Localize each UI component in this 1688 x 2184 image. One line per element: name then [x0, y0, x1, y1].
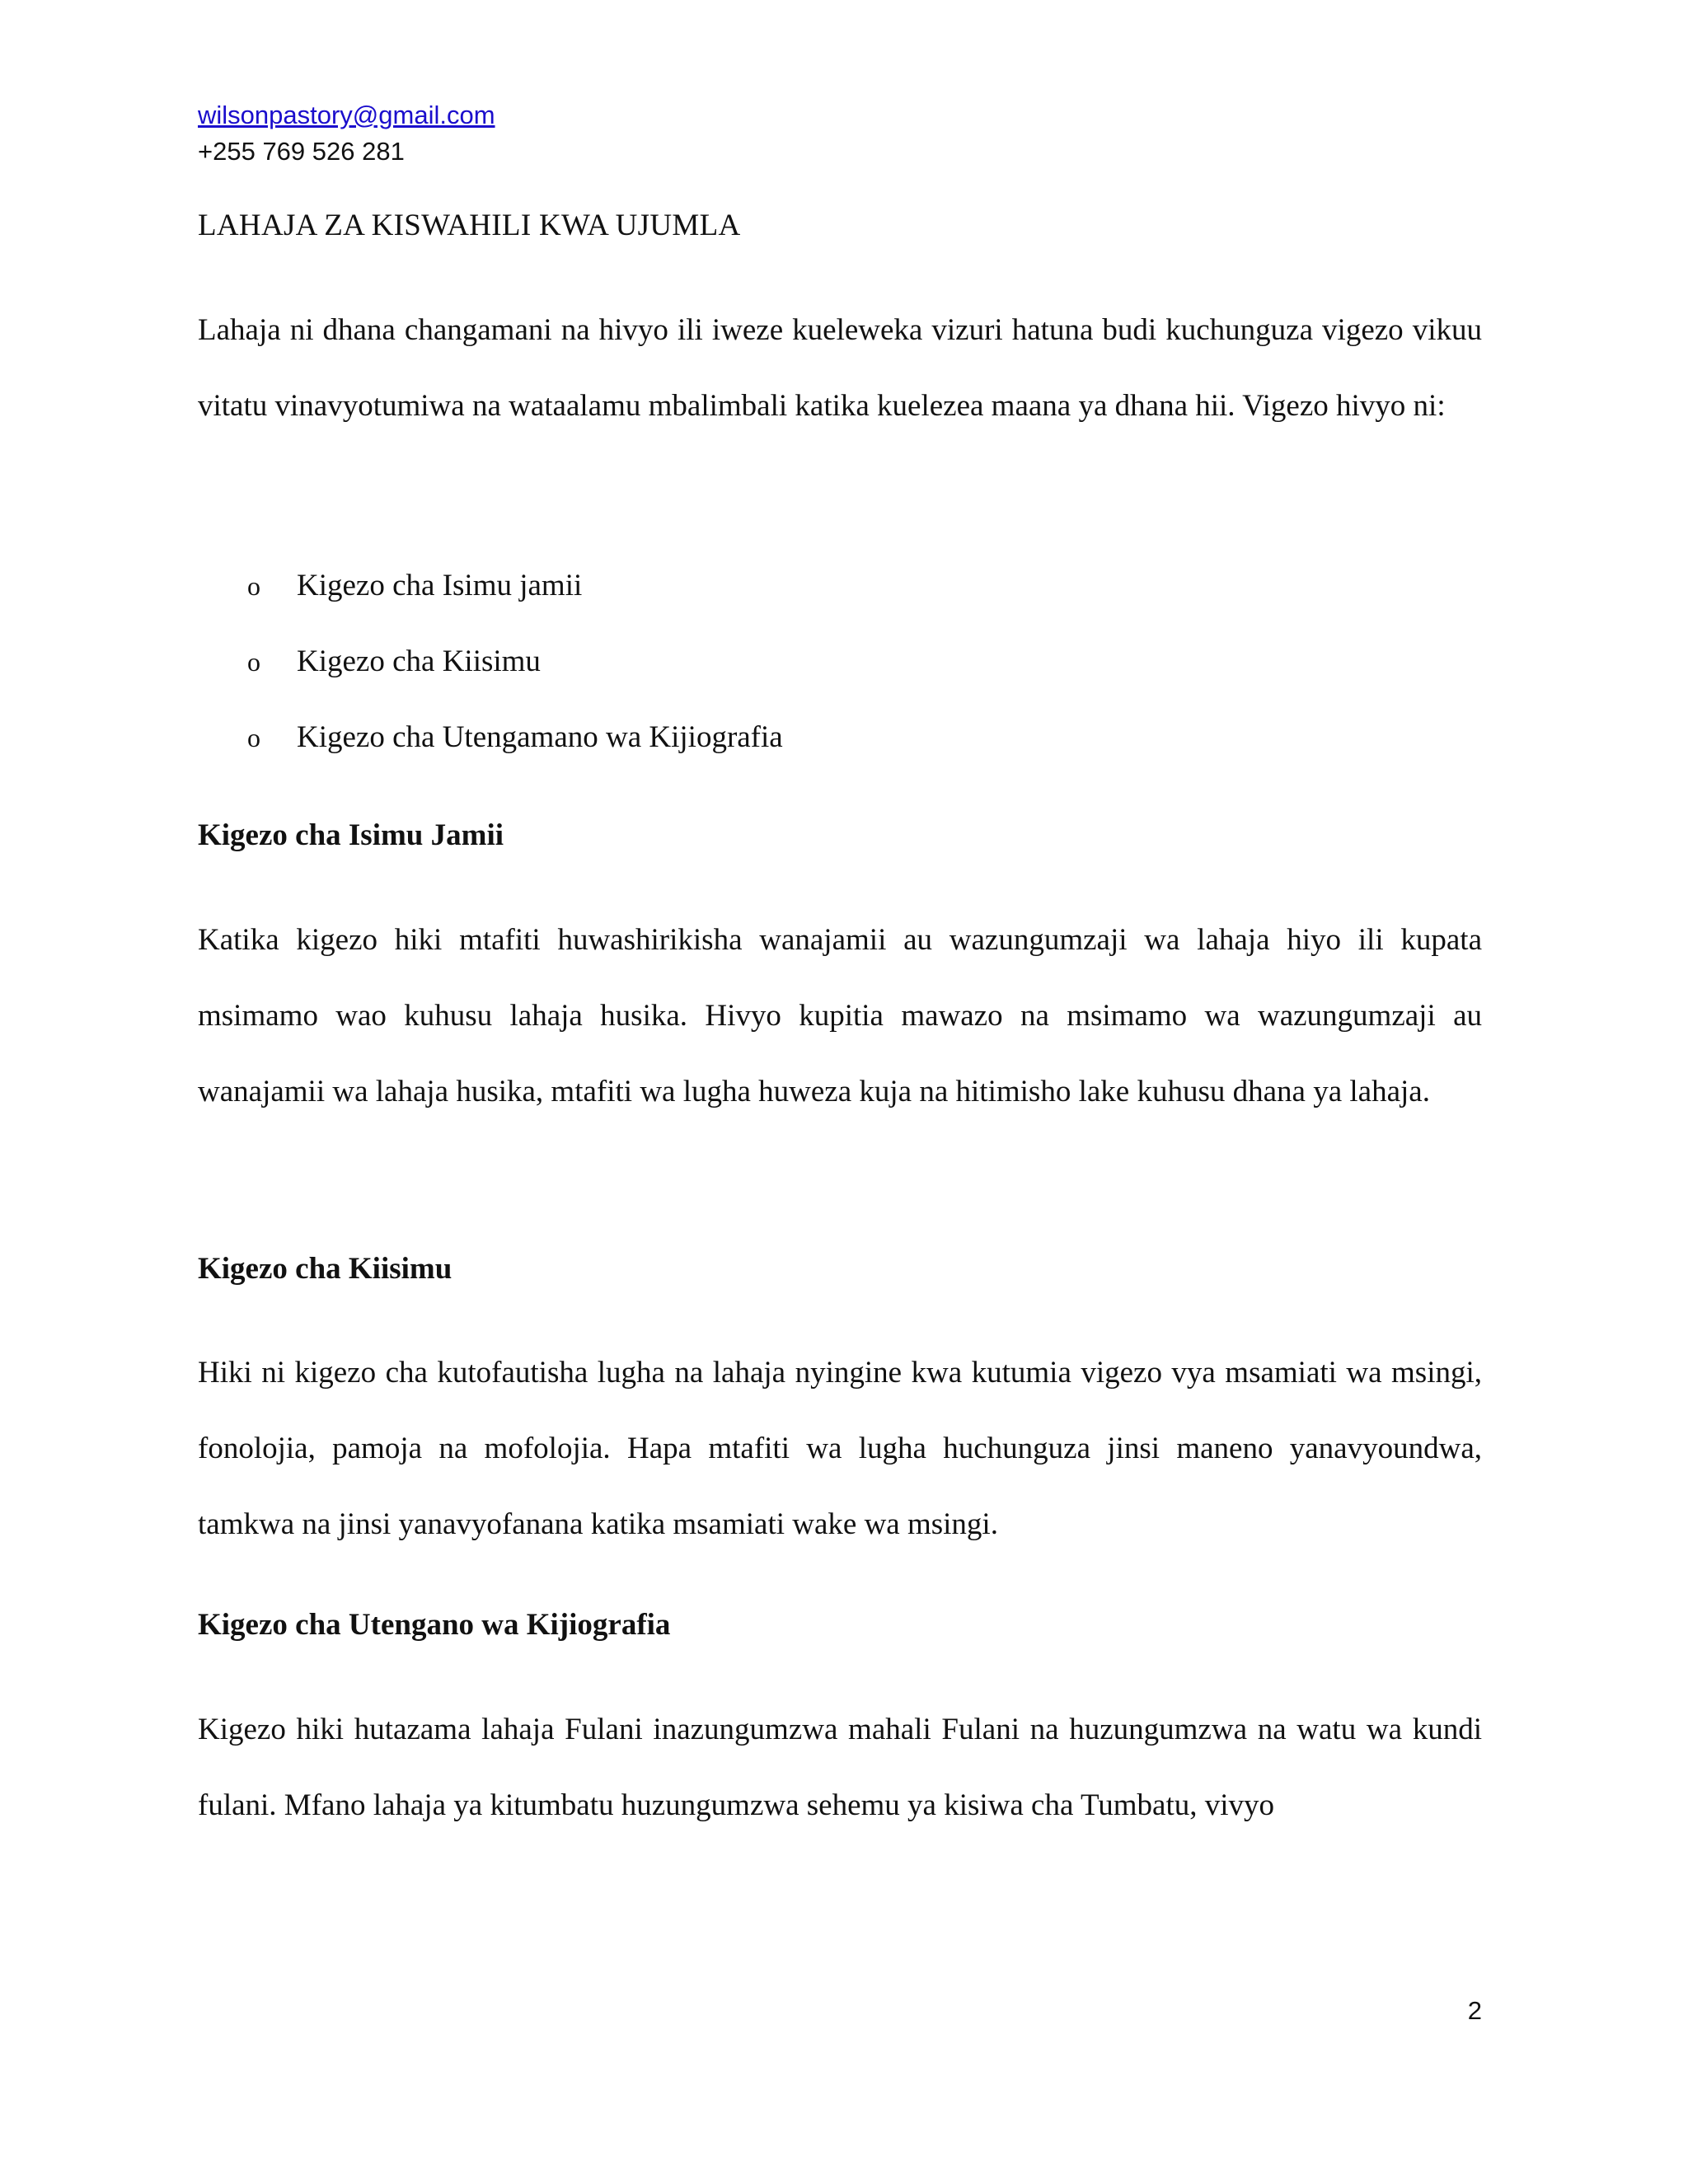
section-paragraph: Hiki ni kigezo cha kutofautisha lugha na lahaja nyingine kwa kutumia vigezo vya msamiati wa msingi, fonolojia, pamoja na mofolojia. Hapa mtafiti wa lugha huchunguza jinsi maneno yanavyoundwa, tamkwa na jinsi yanavyofanana katika msamiati wake wa msingi.: [198, 1356, 1482, 1541]
bullet-icon: o: [247, 571, 260, 601]
list-item: [247, 700, 783, 776]
list-item: [247, 624, 783, 700]
section-heading: Kigezo cha Kiisimu: [198, 1252, 452, 1286]
email-link[interactable]: wilsonpastory@gmail.com: [198, 101, 495, 129]
document-title: LAHAJA ZA KISWAHILI KWA UJUMLA: [198, 209, 741, 242]
list-item-text: Kigezo cha Isimu jamii: [297, 569, 583, 602]
list-item-text: Kigezo cha Kiisimu: [297, 644, 541, 678]
page-number: 2: [1467, 1996, 1482, 2025]
section-paragraph: Katika kigezo hiki mtafiti huwashirikisha wanajamii au wazungumzaji wa lahaja hiyo ili kupata msimamo wao kuhusu lahaja husika. Hivyo kupitia mawazo na msimamo wa wazungumzaji au wanajamii wa lahaja husika, mtafiti wa lugha huweza kuja na hitimisho lake kuhusu dhana ya lahaja.: [198, 923, 1482, 1108]
list-item-text: Kigezo cha Utengamano wa Kijiografia: [297, 720, 783, 754]
contact-block: [198, 97, 495, 170]
section-paragraph: Kigezo hiki hutazama lahaja Fulani inazungumzwa mahali Fulani na huzungumzwa na watu wa kundi fulani. Mfano lahaja ya kitumbatu huzungumzwa sehemu ya kisiwa cha Tumbatu, vivyo: [198, 1713, 1482, 1822]
section-heading: Kigezo cha Isimu Jamii: [198, 818, 504, 852]
bullet-icon: o: [247, 647, 260, 677]
phone-number: +255 769 526 281: [198, 137, 405, 166]
section-heading: Kigezo cha Utengano wa Kijiografia: [198, 1608, 671, 1642]
intro-paragraph: Lahaja ni dhana changamani na hivyo ili iweze kueleweka vizuri hatuna budi kuchunguza vigezo vikuu vitatu vinavyotumiwa na wataalamu mbalimbali katika kuelezea maana ya dhana hii. Vigezo hivyo ni:: [198, 313, 1482, 423]
list-item: [247, 548, 783, 624]
bullet-icon: o: [247, 723, 260, 752]
criteria-list: [247, 548, 783, 776]
